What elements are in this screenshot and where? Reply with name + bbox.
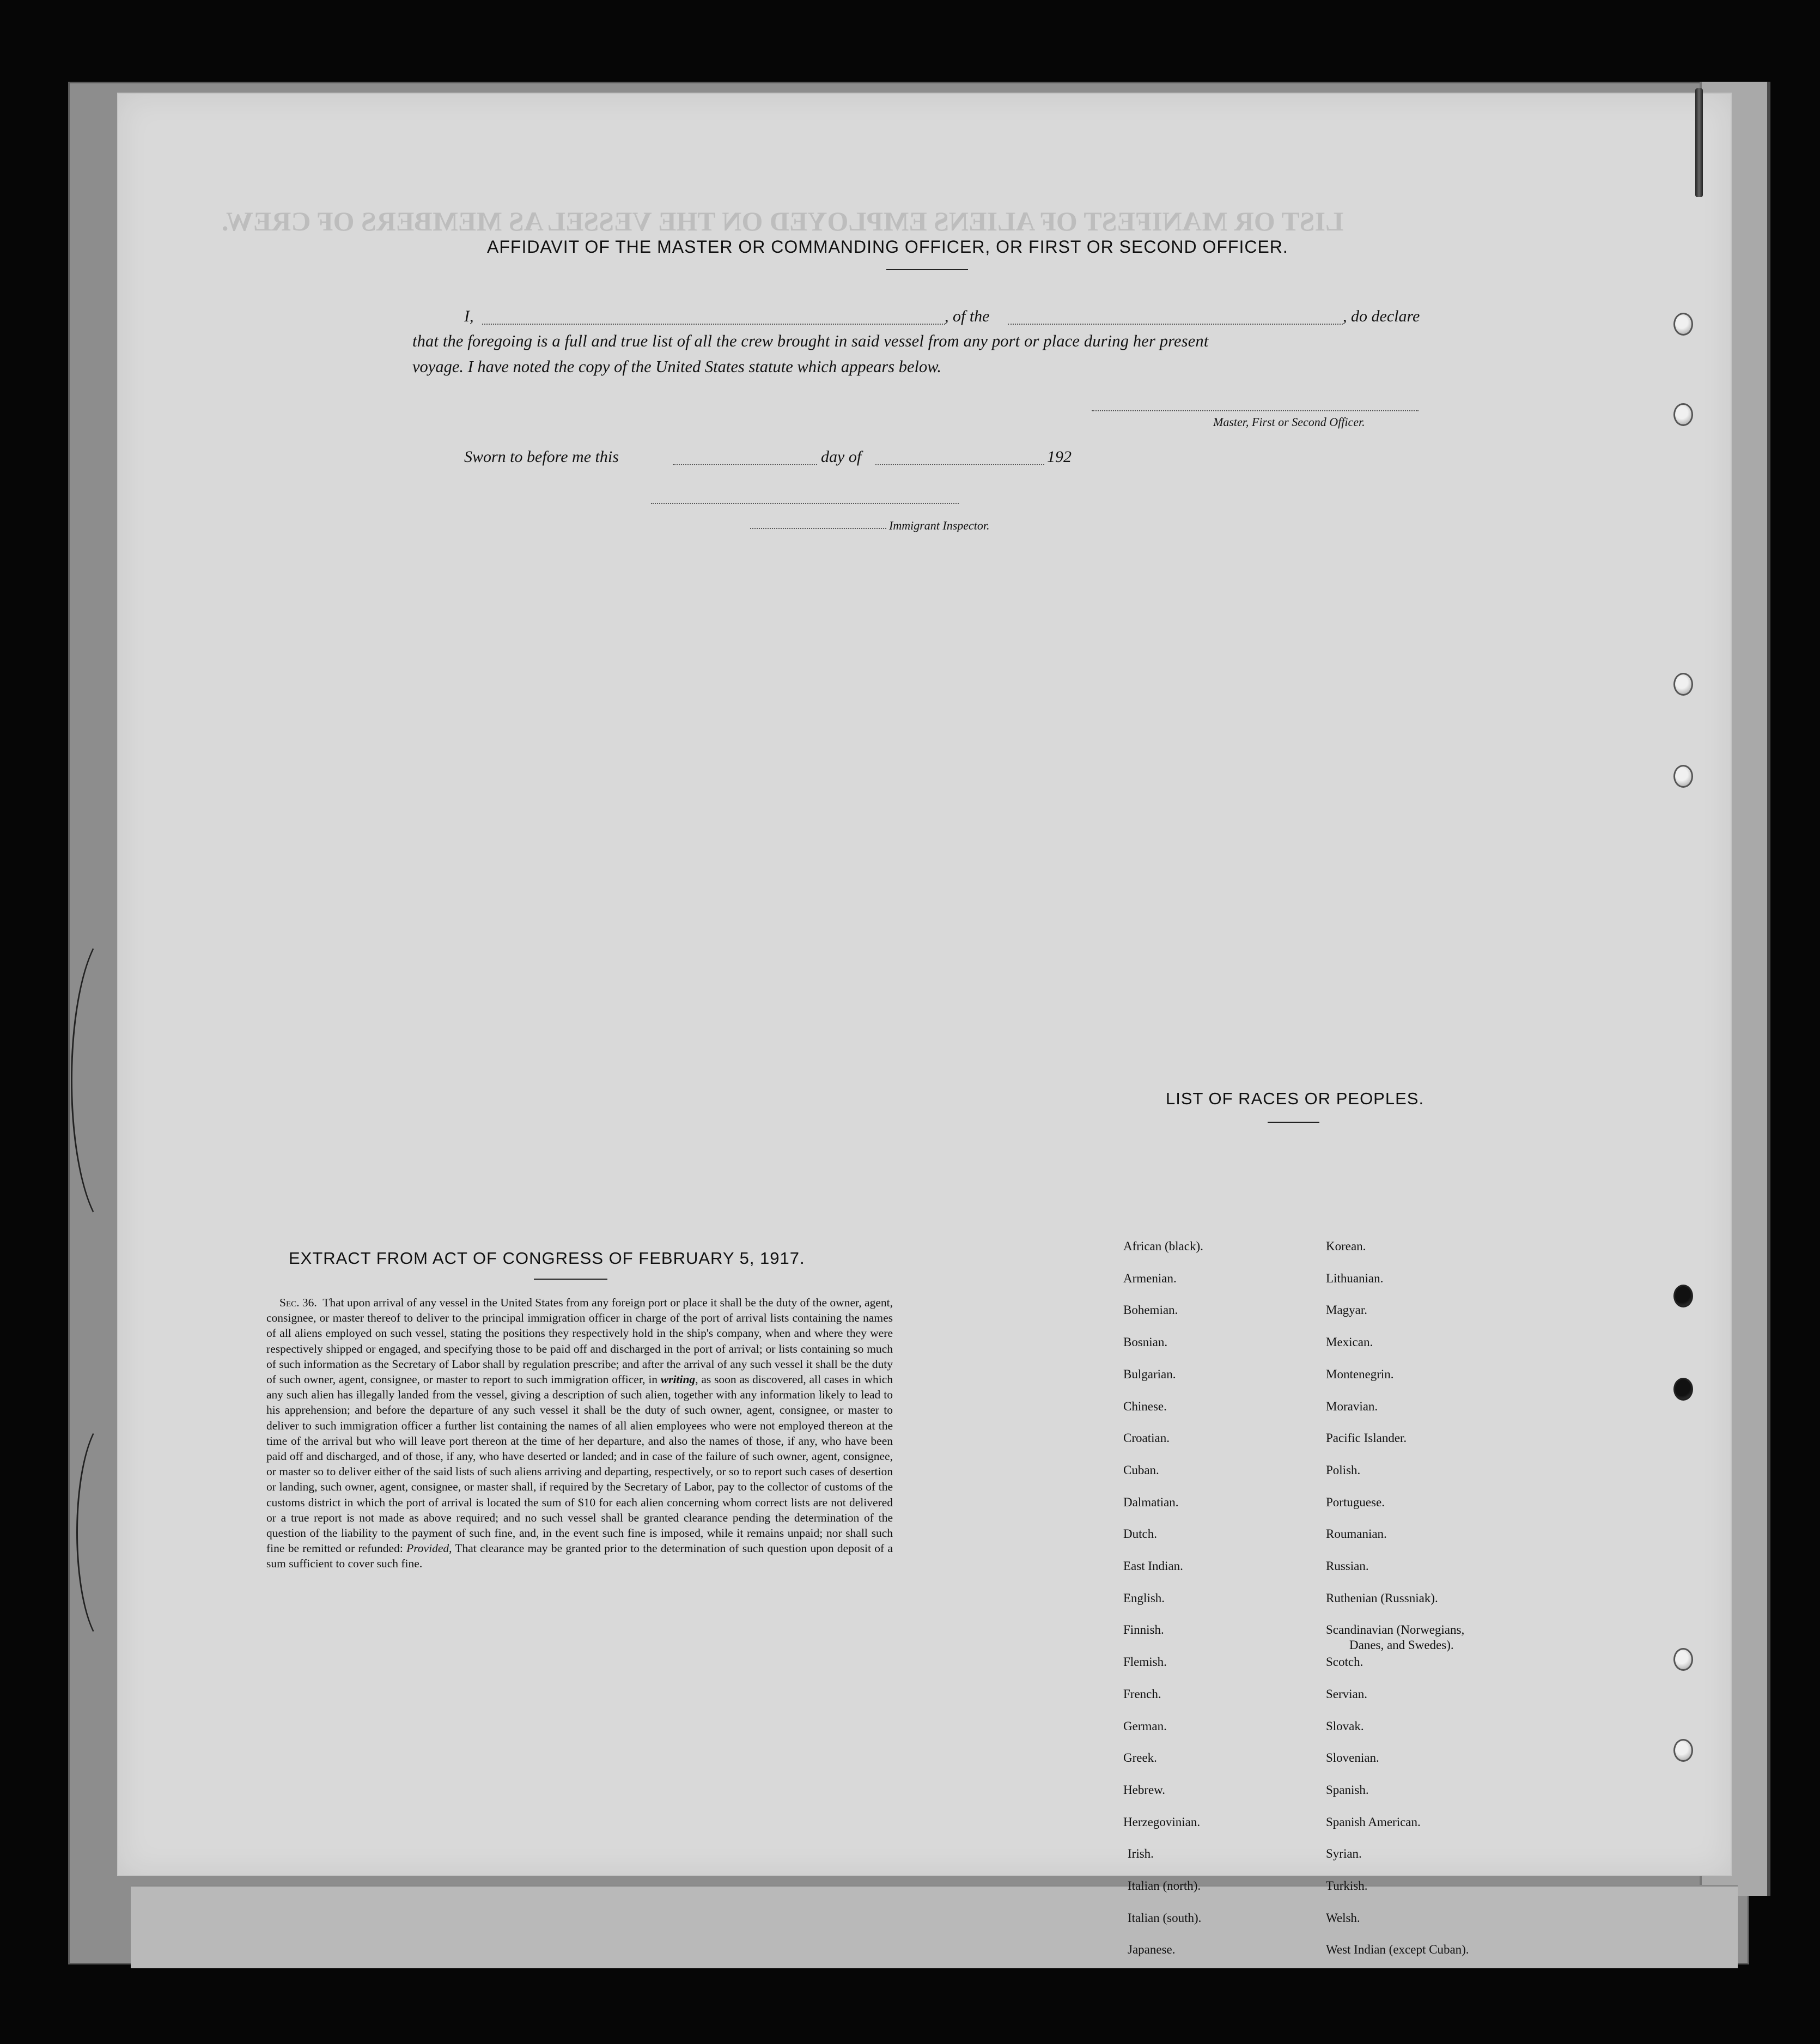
affidavit-declare-label: , do declare <box>1343 307 1420 325</box>
sworn-day-of: day of <box>821 448 862 466</box>
race-item: Japanese. <box>1128 1943 1176 1957</box>
extract-title-rule <box>534 1279 607 1280</box>
race-item: Flemish. <box>1123 1655 1167 1669</box>
sworn-day-blank[interactable] <box>673 464 817 465</box>
punch-hole <box>1673 673 1693 696</box>
affidavit-vessel-blank[interactable] <box>1008 324 1343 325</box>
sworn-prefix: Sworn to before me this <box>464 448 619 466</box>
race-item: Greek. <box>1123 1751 1157 1765</box>
extract-text-3: , That clearance may be granted prior to the determination of such question upon deposit of a sum sufficient to cover such fine. <box>266 1542 893 1571</box>
race-item: Ruthenian (Russniak). <box>1326 1591 1438 1605</box>
handwritten-mark <box>76 1416 145 1648</box>
race-item: Croatian. <box>1123 1431 1170 1445</box>
race-item: Cuban. <box>1123 1463 1159 1477</box>
affidavit-title: AFFIDAVIT OF THE MASTER OR COMMANDING OFFICER, OR FIRST OR SECOND OFFICER. <box>487 237 1288 257</box>
affidavit-name-blank[interactable] <box>482 324 945 325</box>
race-item: Lithuanian. <box>1326 1271 1384 1285</box>
affidavit-i-label: I, <box>464 307 474 325</box>
race-item: Spanish American. <box>1326 1815 1421 1829</box>
affidavit-line-3: voyage. I have noted the copy of the United States statute which appears below. <box>412 357 941 376</box>
race-item: Portuguese. <box>1326 1495 1385 1509</box>
race-item: French. <box>1123 1687 1161 1701</box>
race-item: Scandinavian (Norwegians, <box>1326 1623 1465 1637</box>
race-item-continuation: Danes, and Swedes). <box>1349 1638 1454 1652</box>
race-item: Finnish. <box>1123 1623 1164 1637</box>
race-item: Montenegrin. <box>1326 1367 1394 1381</box>
race-item: Slovak. <box>1326 1719 1364 1733</box>
bleed-through-header: LIST OR MANIFEST OF ALIENS EMPLOYED ON THE VESSEL AS MEMBERS OF CREW. <box>222 206 1344 236</box>
extract-title: EXTRACT FROM ACT OF CONGRESS OF FEBRUARY 5, 1917. <box>289 1249 805 1268</box>
extract-body <box>266 1295 893 1572</box>
race-item: African (black). <box>1123 1239 1203 1253</box>
inspector-caption: Immigrant Inspector. <box>889 519 990 532</box>
extract-text-provided: Provided <box>406 1542 449 1555</box>
punch-hole <box>1673 403 1693 426</box>
extract-text-1: That upon arrival of any vessel in the United States from any foreign port or place it shall be the duty of the owner, agent, consignee, or master thereof to deliver to the principal immigration officer in charge of the port of arrival lists containing the names of all aliens employed on such vessel, stating the positions they respectively hold in the ship's company, when and where they were respectively shipped or engaged, and specifying those to be paid off and discharged in the port of arrival; or lists containing so much of such information as the Secretary of Labor shall by regulation prescribe; and after the arrival of any such vessel it shall be the duty of such owner, agent, consignee, or master to report to such immigration officer, in <box>266 1296 893 1386</box>
race-item: Italian (south). <box>1128 1911 1202 1925</box>
staple-clip <box>1695 88 1703 197</box>
race-item: Turkish. <box>1326 1879 1368 1893</box>
race-item: Servian. <box>1326 1687 1368 1701</box>
affidavit-of-the-label: , of the <box>945 307 990 325</box>
race-item: Dalmatian. <box>1123 1495 1179 1509</box>
race-item: Armenian. <box>1123 1271 1177 1285</box>
race-item: West Indian (except Cuban). <box>1326 1943 1469 1957</box>
race-item: East Indian. <box>1123 1559 1183 1573</box>
race-item: Polish. <box>1326 1463 1361 1477</box>
race-item: Moravian. <box>1326 1399 1378 1413</box>
race-item: Bohemian. <box>1123 1303 1178 1317</box>
race-item: Mexican. <box>1326 1335 1373 1349</box>
race-item: German. <box>1123 1719 1167 1733</box>
manifest-page <box>117 93 1732 1957</box>
race-item: Irish. <box>1128 1847 1154 1861</box>
races-title-rule <box>1268 1122 1319 1123</box>
sworn-year: 192 <box>1047 448 1072 466</box>
race-item: Hebrew. <box>1123 1783 1166 1797</box>
punch-hole <box>1673 1378 1693 1401</box>
inspector-sub-blank <box>750 528 886 529</box>
extract-text-writing: writing <box>660 1373 696 1386</box>
race-item: Italian (north). <box>1128 1879 1201 1893</box>
race-item: Korean. <box>1326 1239 1366 1253</box>
inspector-signature-blank[interactable] <box>651 503 959 504</box>
race-item: Welsh. <box>1326 1911 1360 1925</box>
punch-hole <box>1673 313 1693 336</box>
race-item: Dutch. <box>1123 1527 1157 1541</box>
race-item: Bulgarian. <box>1123 1367 1176 1381</box>
extract-text-2: , as soon as discovered, all cases in which any such alien has illegally landed from the vessel, giving a description of such alien, together with any information likely to lead to his apprehension; and before the departure of any such vessel it shall be the duty of such owner, agent, consignee, or master to deliver to such immigration officer a further list containing the names of all alien employees who were not employed thereon at the time of the arrival but who will leave port thereon at the time of her departure, and also the names of those, if any, who have been paid off and discharged, and of those, if any, who have deserted or landed; and in case of the failure of such owner, agent, consignee, or master so to deliver either of the said lists of such aliens arriving and departing, respectively, or so to report such cases of desertion or landing, such owner, agent, consignee, or master shall, if required by the Secretary of Labor, pay to the collector of customs of the customs district in which the port of arrival is located the sum of $10 for each alien concerning whom correct lists are not delivered or a true report is not made as above required; and no such vessel shall be granted clearance pending the determination of the question of the liability to the payment of such fine, and, in the event such fine is imposed, while it remains unpaid; nor shall such fine be remitted or refunded: <box>266 1373 893 1555</box>
race-item: English. <box>1123 1591 1165 1605</box>
punch-hole <box>1673 1739 1693 1762</box>
race-item: Roumanian. <box>1326 1527 1387 1541</box>
handwritten-mark <box>71 926 161 1234</box>
race-item: Magyar. <box>1326 1303 1368 1317</box>
race-item: Spanish. <box>1326 1783 1369 1797</box>
race-item: Syrian. <box>1326 1847 1362 1861</box>
race-item: Scotch. <box>1326 1655 1364 1669</box>
race-item: Herzegovinian. <box>1123 1815 1201 1829</box>
race-item: Pacific Islander. <box>1326 1431 1407 1445</box>
underlying-sheet-bottom <box>131 1885 1738 1968</box>
signature-blank[interactable] <box>1092 410 1419 411</box>
affidavit-line-2: that the foregoing is a full and true list of all the crew brought in said vessel from any port or place during her present <box>412 332 1209 350</box>
punch-hole <box>1673 1285 1693 1307</box>
races-title: LIST OF RACES OR PEOPLES. <box>1166 1089 1425 1108</box>
race-item: Slovenian. <box>1326 1751 1379 1765</box>
extract-section-label: Sec. 36. <box>279 1296 317 1309</box>
race-item: Russian. <box>1326 1559 1369 1573</box>
sworn-month-blank[interactable] <box>875 464 1044 465</box>
punch-hole <box>1673 765 1693 788</box>
affidavit-title-rule <box>886 269 968 270</box>
race-item: Chinese. <box>1123 1399 1167 1413</box>
signature-caption: Master, First or Second Officer. <box>1213 415 1365 429</box>
punch-hole <box>1673 1648 1693 1671</box>
race-item: Bosnian. <box>1123 1335 1168 1349</box>
